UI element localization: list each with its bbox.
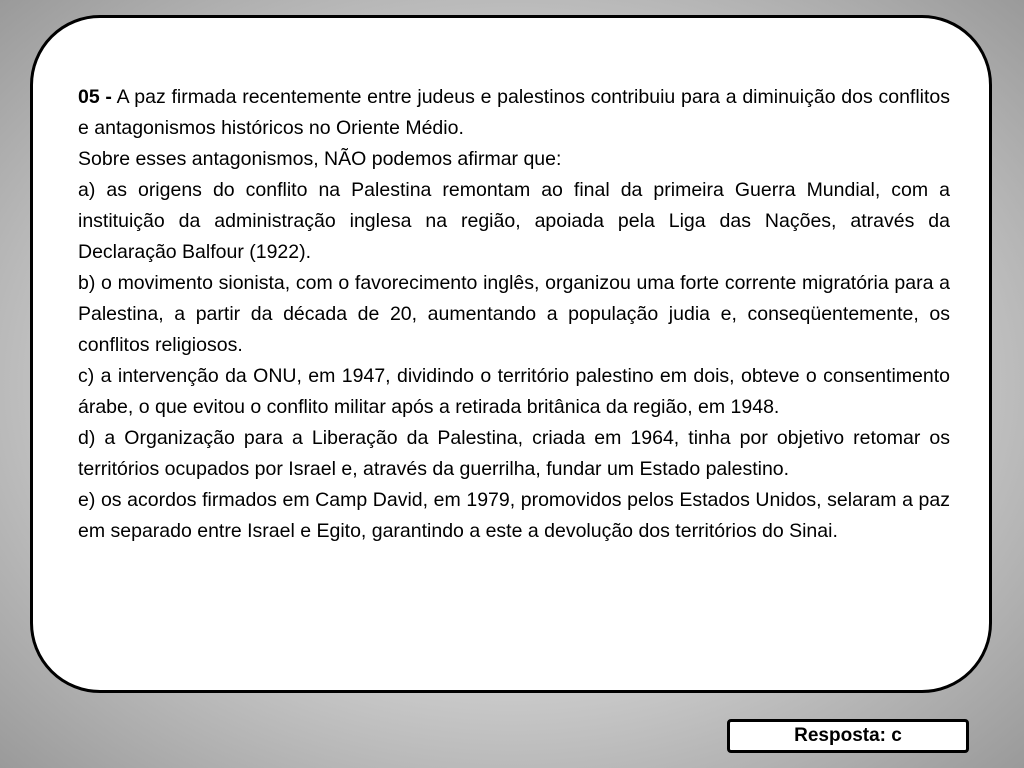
question-text [78, 82, 950, 547]
option-e: e) os acordos firmados em Camp David, em 1979, promovidos pelos Estados Unidos, selaram a paz em separado entre Israel e Egito, garantindo a este a devolução dos territórios do Sinai. [78, 489, 950, 542]
question-card [30, 15, 992, 693]
option-a: a) as origens do conflito na Palestina remontam ao final da primeira Guerra Mundial, com a instituição da administração inglesa na região, apoiada pela Liga das Nações, através da Declaração Balfour (1922). [78, 179, 950, 263]
option-d: d) a Organização para a Liberação da Palestina, criada em 1964, tinha por objetivo retomar os territórios ocupados por Israel e, através da guerrilha, fundar um Estado palestino. [78, 427, 950, 480]
question-statement [78, 82, 950, 144]
option-c: c) a intervenção da ONU, em 1947, dividindo o território palestino em dois, obteve o consentimento árabe, o que evitou o conflito militar após a retirada britânica da região, em 1948. [78, 365, 950, 418]
question-number: 05 - [78, 86, 112, 108]
question-statement-text: A paz firmada recentemente entre judeus e palestinos contribuiu para a diminuição dos conflitos e antagonismos históricos no Oriente Médio. [78, 86, 951, 139]
answer-box [727, 719, 969, 753]
answer-label: Resposta: c [794, 725, 902, 746]
option-b: b) o movimento sionista, com o favorecimento inglês, organizou uma forte corrente migratória para a Palestina, a partir da década de 20, aumentando a população judia e, conseqüentemente, os conflitos religiosos. [78, 272, 950, 356]
question-prompt: Sobre esses antagonismos, NÃO podemos afirmar que: [78, 148, 562, 170]
